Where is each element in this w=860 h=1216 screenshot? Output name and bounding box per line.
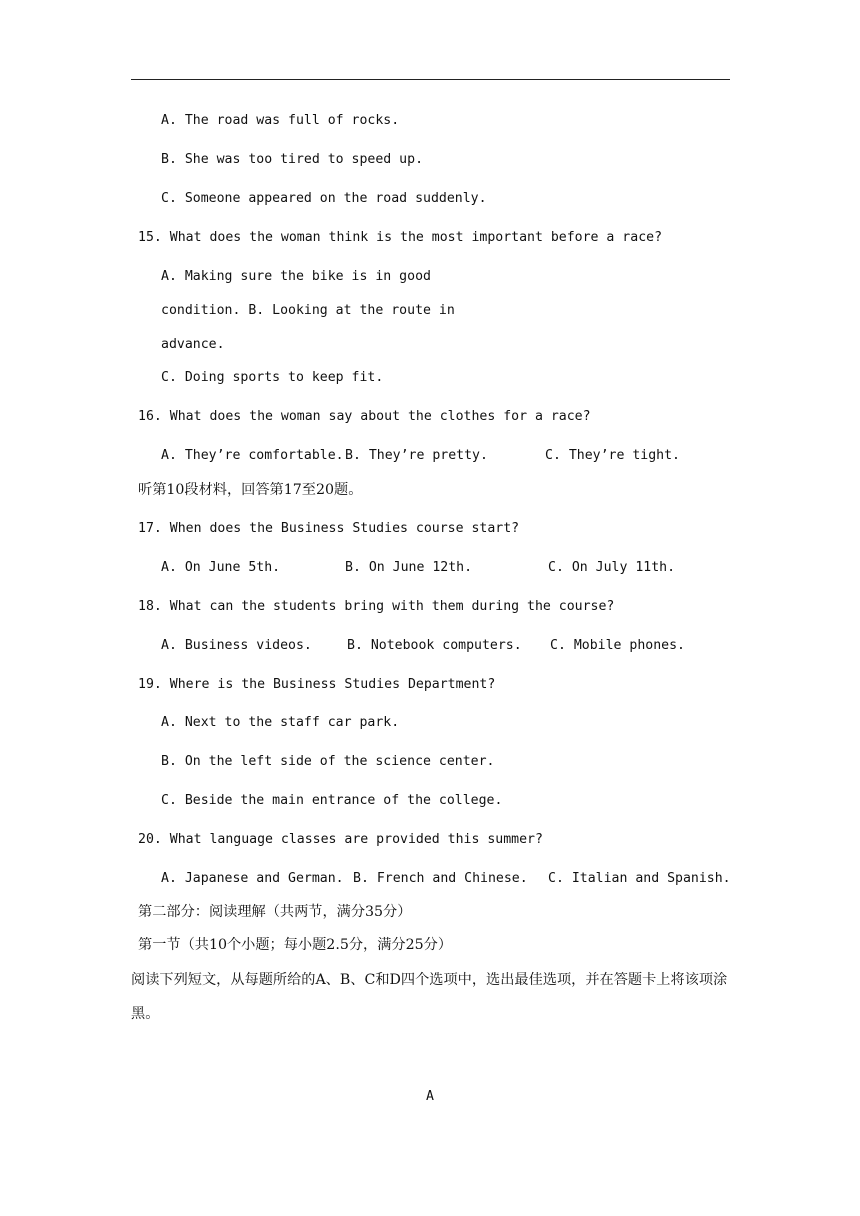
q15-option-a-line3: advance. — [161, 337, 225, 352]
instructions-line2: 黑。 — [131, 1006, 160, 1022]
q17-question: 17. When does the Business Studies course start? — [138, 521, 520, 536]
q18-question: 18. What can the students bring with them during the course? — [138, 599, 615, 614]
section-10-heading: 听第10段材料，回答第17至20题。 — [138, 482, 363, 498]
q17-option-a: A. On June 5th. — [161, 560, 281, 575]
passage-label: A — [426, 1089, 434, 1104]
q15-option-a-line1: A. Making sure the bike is in good — [161, 269, 431, 284]
q16-option-c: C. They’re tight. — [545, 448, 680, 463]
q20-question: 20. What language classes are provided this summer? — [138, 832, 543, 847]
q16-option-a: A. They’re comfortable. — [161, 448, 344, 463]
q17-option-c: C. On July 11th. — [548, 560, 676, 575]
q19-option-c: C. Beside the main entrance of the college. — [161, 793, 503, 808]
q14-option-c: C. Someone appeared on the road suddenly. — [161, 191, 487, 206]
instructions-line1: 阅读下列短文，从每题所给的A、B、C和D四个选项中，选出最佳选项，并在答题卡上将该项涂 — [131, 972, 728, 988]
q17-option-b: B. On June 12th. — [345, 560, 473, 575]
q15-option-a-line2: condition. B. Looking at the route in — [161, 303, 455, 318]
q19-option-a: A. Next to the staff car park. — [161, 715, 400, 730]
header-rule — [131, 79, 730, 80]
part2-title: 第二部分：阅读理解（共两节，满分35分） — [138, 904, 412, 920]
q14-option-a: A. The road was full of rocks. — [161, 113, 400, 128]
q16-question: 16. What does the woman say about the clothes for a race? — [138, 409, 591, 424]
q18-option-a: A. Business videos. — [161, 638, 312, 653]
q19-question: 19. Where is the Business Studies Department? — [138, 677, 496, 692]
q18-option-c: C. Mobile phones. — [550, 638, 685, 653]
q20-option-a: A. Japanese and German. — [161, 871, 344, 886]
q15-option-c: C. Doing sports to keep fit. — [161, 370, 384, 385]
q18-option-b: B. Notebook computers. — [347, 638, 522, 653]
q16-option-b: B. They’re pretty. — [345, 448, 488, 463]
section1-title: 第一节（共10个小题；每小题2.5分，满分25分） — [138, 937, 453, 953]
q20-option-b: B. French and Chinese. — [353, 871, 528, 886]
q19-option-b: B. On the left side of the science center. — [161, 754, 495, 769]
q20-option-c: C. Italian and Spanish. — [548, 871, 731, 886]
q14-option-b: B. She was too tired to speed up. — [161, 152, 424, 167]
q15-question: 15. What does the woman think is the most important before a race? — [138, 230, 663, 245]
